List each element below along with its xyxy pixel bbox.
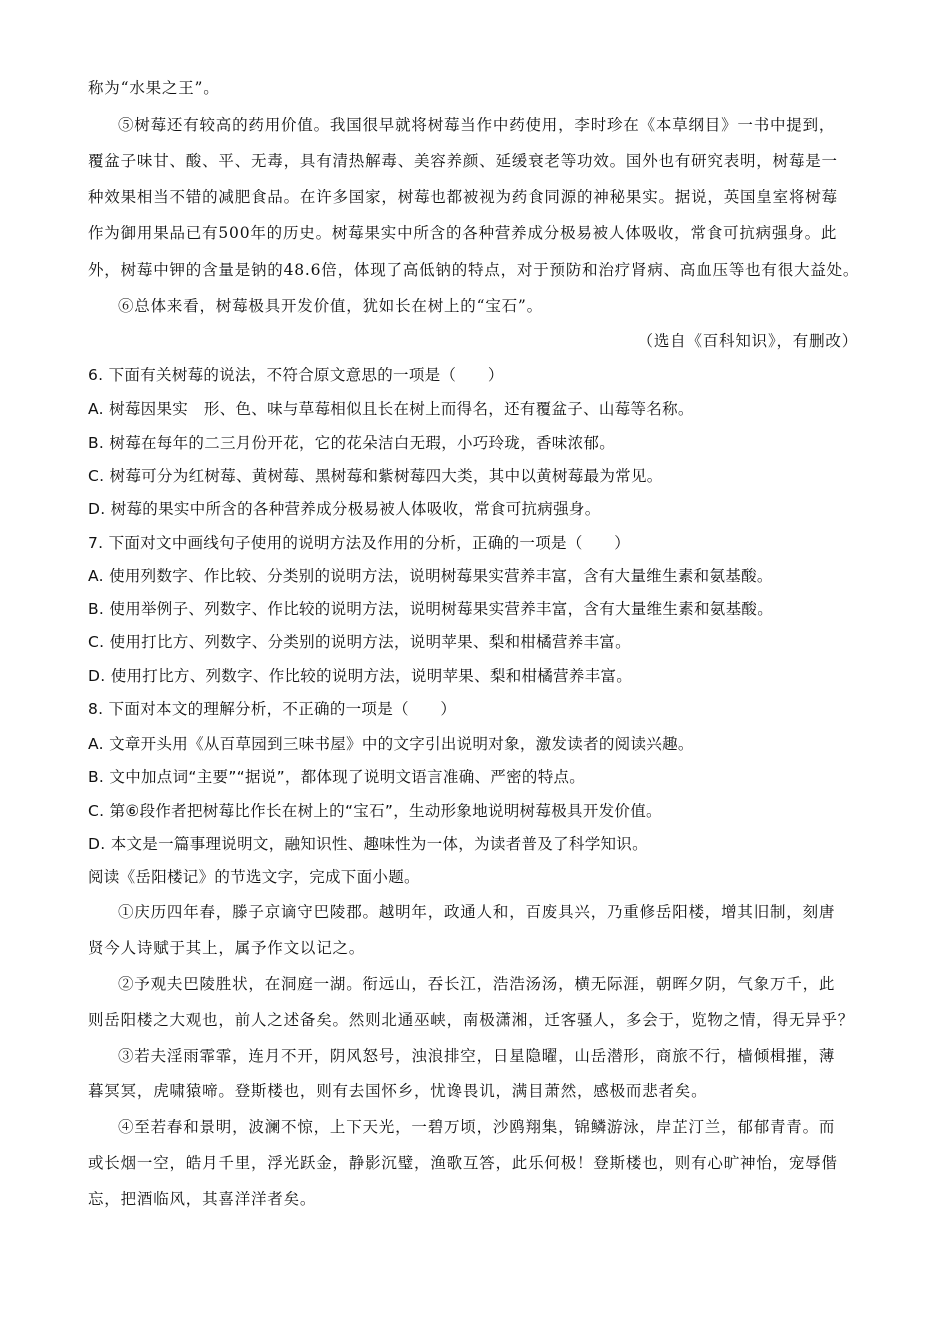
question-6-option-a: A. 树莓因果实 形、色、味与草莓相似且长在树上而得名，还有覆盆子、山莓等名称。 [88,400,694,418]
passage1-paragraph-5-start: ⑤树莓还有较高的药用价值。我国很早就将树莓当作中药使用，李时珍在《本草纲目》一书中提到， [118,116,836,134]
question-6-option-b: B. 树莓在每年的二三月份开花，它的花朵洁白无瑕，小巧玲珑，香味浓郁。 [88,434,615,452]
question-8-option-a: A. 文章开头用《从百草园到三味书屋》中的文字引出说明对象，激发读者的阅读兴趣。 [88,735,694,753]
question-6-option-d: D. 树莓的果实中所含的各种营养成分极易被人体吸收，常食可抗病强身。 [88,500,601,518]
question-7-stem: 7. 下面对文中画线句子使用的说明方法及作用的分析，正确的一项是（ ） [88,534,631,552]
passage1-line: 作为御用果品已有500年的历史。树莓果实中所含的各种营养成分极易被人体吸收，常食可抗病强身。此 [88,224,838,242]
question-6-stem: 6. 下面有关树莓的说法，不符合原文意思的一项是（ ） [88,366,504,384]
passage2-intro: 阅读《岳阳楼记》的节选文字，完成下面小题。 [88,868,420,886]
question-8-option-c: C. 第⑥段作者把树莓比作长在树上的“宝石”，生动形象地说明树莓极具开发价值。 [88,802,662,820]
passage1-line: 种效果相当不错的减肥食品。在许多国家，树莓也都被视为药食同源的神秘果实。据说，英国皇室将树莓 [88,188,838,206]
passage1-line: 覆盆子味甘、酸、平、无毒，具有清热解毒、美容养颜、延缓衰老等功效。国外也有研究表明，树莓是一 [88,152,838,170]
question-8-stem: 8. 下面对本文的理解分析，不正确的一项是（ ） [88,700,457,718]
question-7-option-d: D. 使用打比方、列数字、作比较的说明方法，说明苹果、梨和柑橘营养丰富。 [88,667,633,685]
passage2-line: 则岳阳楼之大观也，前人之述备矣。然则北通巫峡，南极潇湘，迁客骚人，多会于，览物之情，得无异乎？ [88,1011,855,1029]
question-7-option-c: C. 使用打比方、列数字、分类别的说明方法，说明苹果、梨和柑橘营养丰富。 [88,633,631,651]
passage2-paragraph-2-start: ②予观夫巴陵胜状，在洞庭一湖。衔远山，吞长江，浩浩汤汤，横无际涯，朝晖夕阴，气象万千，此 [118,975,836,993]
question-7-option-a: A. 使用列数字、作比较、分类别的说明方法，说明树莓果实营养丰富，含有大量维生素和氨基酸。 [88,567,773,585]
question-6-option-c: C. 树莓可分为红树莓、黄树莓、黑树莓和紫树莓四大类，其中以黄树莓最为常见。 [88,467,663,485]
passage1-line: 称为“水果之王”。 [88,79,220,97]
passage1-paragraph-6: ⑥总体来看，树莓极具开发价值，犹如长在树上的“宝石”。 [118,297,543,315]
question-7-option-b: B. 使用举例子、列数字、作比较的说明方法，说明树莓果实营养丰富，含有大量维生素和氨基酸。 [88,600,773,618]
passage2-paragraph-1-start: ①庆历四年春，滕子京谪守巴陵郡。越明年，政通人和，百废具兴，乃重修岳阳楼，增其旧制，刻唐 [118,903,836,921]
question-8-option-d: D. 本文是一篇事理说明文，融知识性、趣味性为一体，为读者普及了科学知识。 [88,835,648,853]
passage2-line: 忘，把酒临风，其喜洋洋者矣。 [88,1190,317,1208]
passage2-line: 贤今人诗赋于其上，属予作文以记之。 [88,939,366,957]
passage2-paragraph-4-start: ④至若春和景明，波澜不惊，上下天光，一碧万顷，沙鸥翔集，锦鳞游泳，岸芷汀兰，郁郁青青。而 [118,1118,836,1136]
passage2-line: 暮冥冥，虎啸猿啼。登斯楼也，则有去国怀乡，忧谗畏讥，满目萧然，感极而悲者矣。 [88,1082,708,1100]
passage2-line: 或长烟一空，皓月千里，浮光跃金，静影沉璧，渔歌互答，此乐何极！登斯楼也，则有心旷神怡，宠辱偕 [88,1154,838,1172]
passage2-paragraph-3-start: ③若夫淫雨霏霏，连月不开，阴风怒号，浊浪排空，日星隐曜，山岳潜形，商旅不行，樯倾楫摧，薄 [118,1047,836,1065]
passage1-source: （选自《百科知识》，有删改） [637,332,858,350]
passage1-line: 外，树莓中钾的含量是钠的48.6倍，体现了高低钠的特点，对于预防和治疗肾病、高血压等也有很大益处。 [88,261,860,279]
question-8-option-b: B. 文中加点词“主要”“据说”，都体现了说明文语言准确、严密的特点。 [88,768,586,786]
